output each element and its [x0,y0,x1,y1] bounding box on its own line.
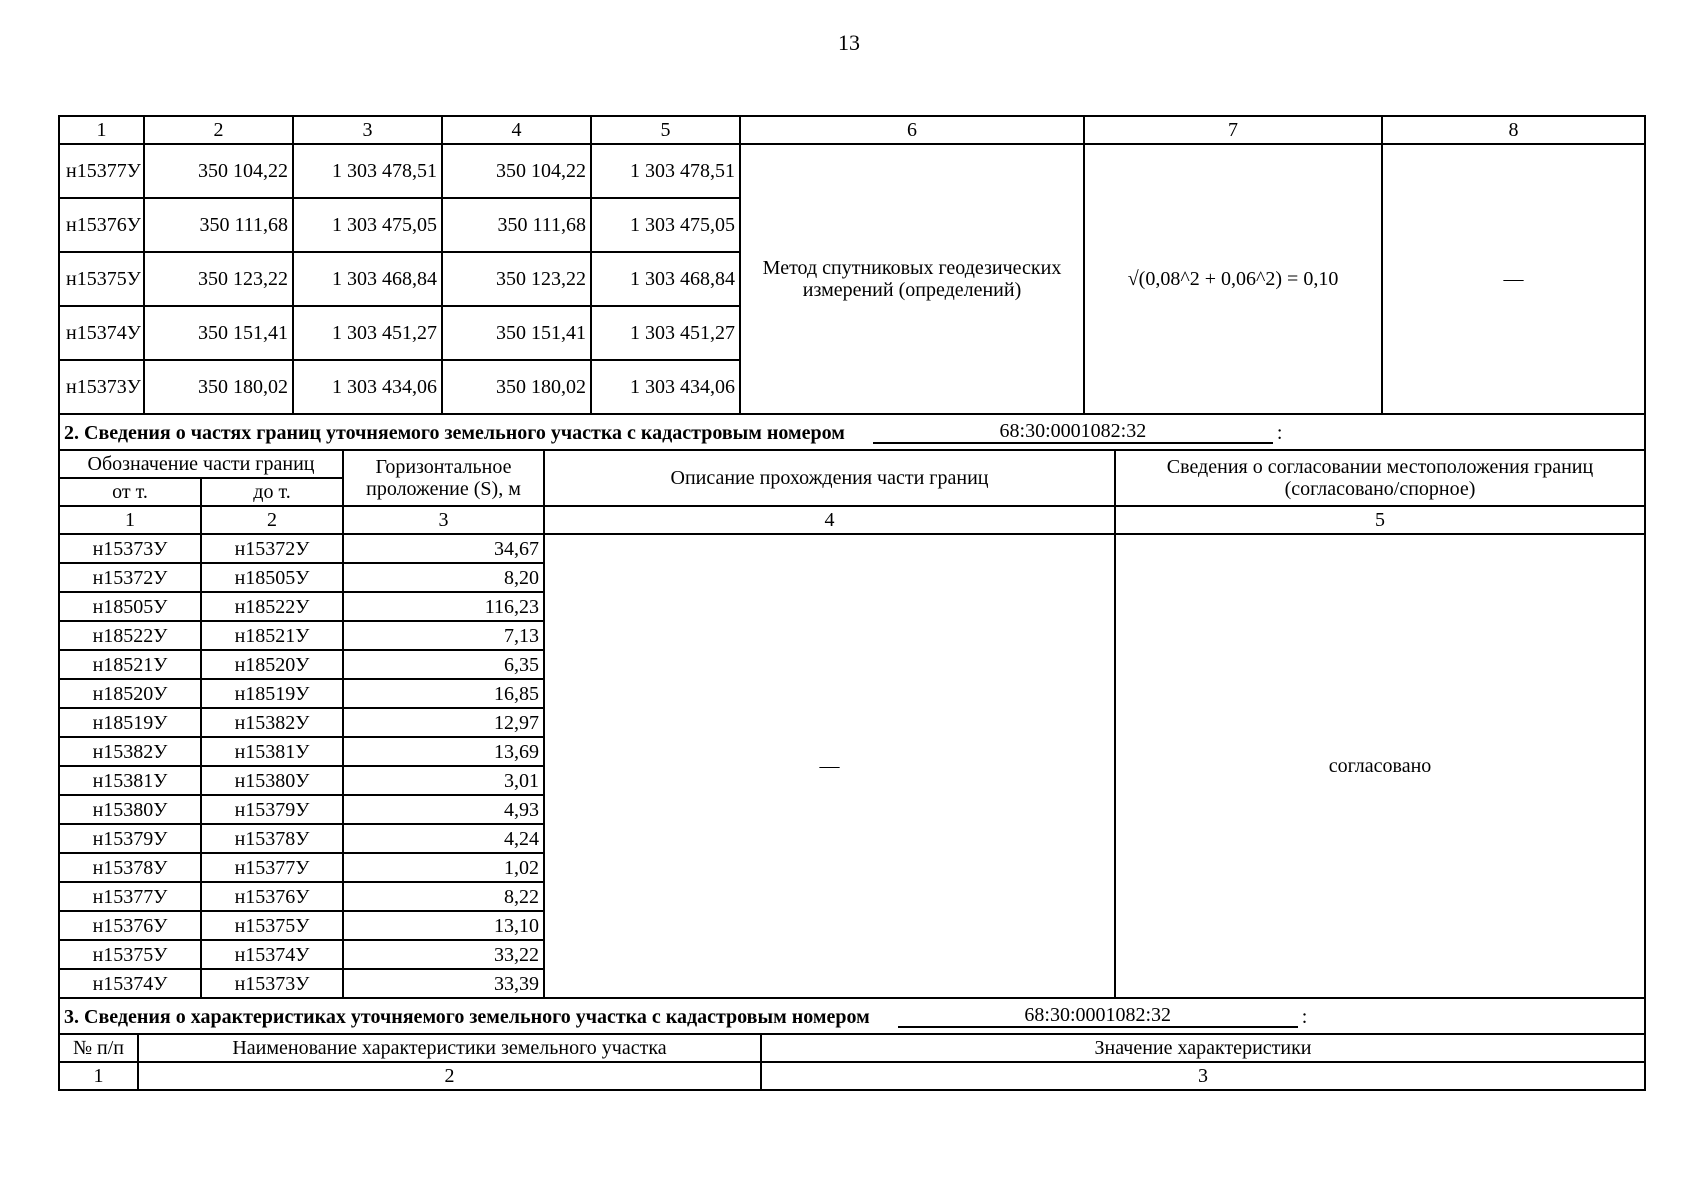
section-3-title: 3. Сведения о характеристиках уточняемого земельного участка с кадастровым номером [64,1006,870,1028]
col-number: 3 [293,116,442,144]
from-point: н18522У [59,621,201,650]
colon: : [1276,422,1283,444]
distance-value: 13,69 [343,737,544,766]
description-header: Описание прохождения части границ [544,450,1115,506]
col-number: 4 [544,506,1115,534]
table-row [59,534,1645,563]
to-point: н15381У [201,737,343,766]
from-header: от т. [59,478,201,506]
name-header: Наименование характеристики земельного участка [138,1034,761,1062]
coord-value: 1 303 478,51 [293,144,442,198]
method-cell: Метод спутниковых геодезических измерений (определений) [740,144,1084,414]
distance-value: 33,22 [343,940,544,969]
from-point: н15375У [59,940,201,969]
from-point: н18520У [59,679,201,708]
distance-value: 8,22 [343,882,544,911]
coord-value: 350 104,22 [442,144,591,198]
accuracy-cell: √(0,08^2 + 0,06^2) = 0,10 [1084,144,1382,414]
section-2-title: 2. Сведения о частях границ уточняемого земельного участка с кадастровым номером [64,422,845,444]
col-number: 2 [201,506,343,534]
number-header: № п/п [59,1034,138,1062]
description-value: — [544,534,1115,998]
colon: : [1301,1006,1308,1028]
coordinates-table [58,115,1646,415]
coord-value: 1 303 451,27 [591,306,740,360]
coord-value: 350 180,02 [144,360,293,414]
from-point: н18505У [59,592,201,621]
column-numbers-row [59,506,1645,534]
to-point: н15373У [201,969,343,998]
from-point: н15373У [59,534,201,563]
to-point: н15378У [201,824,343,853]
from-point: н15376У [59,911,201,940]
from-point: н15379У [59,824,201,853]
part-designation-header: Обозначение части границ [59,450,343,478]
col-number: 5 [1115,506,1645,534]
horizontal-header: Горизонтальное проложение (S), м [343,450,544,506]
to-point: н18522У [201,592,343,621]
section-2-title-row [59,414,1645,450]
to-point: н18520У [201,650,343,679]
col-number: 5 [591,116,740,144]
col-number: 3 [343,506,544,534]
coord-value: 1 303 475,05 [591,198,740,252]
coord-value: 1 303 468,84 [591,252,740,306]
distance-value: 34,67 [343,534,544,563]
column-numbers-row [59,116,1645,144]
coord-value: 1 303 434,06 [591,360,740,414]
distance-value: 16,85 [343,679,544,708]
header-row [59,450,1645,478]
coord-value: 350 111,68 [144,198,293,252]
distance-value: 33,39 [343,969,544,998]
boundary-parts-table [58,413,1646,999]
to-point: н15376У [201,882,343,911]
to-point: н15377У [201,853,343,882]
coord-value: 1 303 478,51 [591,144,740,198]
coord-value: 350 180,02 [442,360,591,414]
point-label: н15375У [59,252,144,306]
coord-value: 1 303 468,84 [293,252,442,306]
agreement-header: Сведения о согласовании местоположения границ (согласовано/спорное) [1115,450,1645,506]
agreement-value: согласовано [1115,534,1645,998]
col-number: 7 [1084,116,1382,144]
to-header: до т. [201,478,343,506]
col-number: 6 [740,116,1084,144]
from-point: н15381У [59,766,201,795]
coord-value: 350 123,22 [144,252,293,306]
distance-value: 3,01 [343,766,544,795]
value-header: Значение характеристики [761,1034,1645,1062]
from-point: н15372У [59,563,201,592]
section-3-title-row [59,998,1645,1034]
from-point: н18521У [59,650,201,679]
distance-value: 13,10 [343,911,544,940]
to-point: н18505У [201,563,343,592]
point-label: н15376У [59,198,144,252]
point-label: н15377У [59,144,144,198]
distance-value: 116,23 [343,592,544,621]
from-point: н15377У [59,882,201,911]
header-row [59,1034,1645,1062]
to-point: н15379У [201,795,343,824]
col-number: 1 [59,116,144,144]
to-point: н18519У [201,679,343,708]
cadastral-sheet [58,115,1644,1091]
cadastral-number: 68:30:0001082:32 [898,1004,1298,1028]
from-point: н15378У [59,853,201,882]
coord-value: 350 151,41 [442,306,591,360]
table-row [59,144,1645,198]
to-point: н15374У [201,940,343,969]
distance-value: 4,24 [343,824,544,853]
to-point: н15382У [201,708,343,737]
coord-value: 350 111,68 [442,198,591,252]
coord-value: 1 303 475,05 [293,198,442,252]
point-label: н15374У [59,306,144,360]
characteristics-table [58,997,1646,1091]
to-point: н15380У [201,766,343,795]
col-number: 2 [138,1062,761,1090]
coord-value: 1 303 451,27 [293,306,442,360]
distance-value: 12,97 [343,708,544,737]
from-point: н18519У [59,708,201,737]
coord-value: 350 123,22 [442,252,591,306]
cadastral-number: 68:30:0001082:32 [873,420,1273,444]
col-number: 3 [761,1062,1645,1090]
col-number: 8 [1382,116,1645,144]
to-point: н18521У [201,621,343,650]
column-numbers-row [59,1062,1645,1090]
distance-value: 1,02 [343,853,544,882]
coord-value: 1 303 434,06 [293,360,442,414]
col-number: 2 [144,116,293,144]
to-point: н15372У [201,534,343,563]
coord-value: 350 104,22 [144,144,293,198]
column-8-cell: — [1382,144,1645,414]
col-number: 1 [59,506,201,534]
point-label: н15373У [59,360,144,414]
from-point: н15382У [59,737,201,766]
distance-value: 4,93 [343,795,544,824]
col-number: 4 [442,116,591,144]
from-point: н15374У [59,969,201,998]
distance-value: 7,13 [343,621,544,650]
to-point: н15375У [201,911,343,940]
distance-value: 6,35 [343,650,544,679]
coord-value: 350 151,41 [144,306,293,360]
col-number: 1 [59,1062,138,1090]
page-number: 13 [838,30,860,55]
from-point: н15380У [59,795,201,824]
distance-value: 8,20 [343,563,544,592]
